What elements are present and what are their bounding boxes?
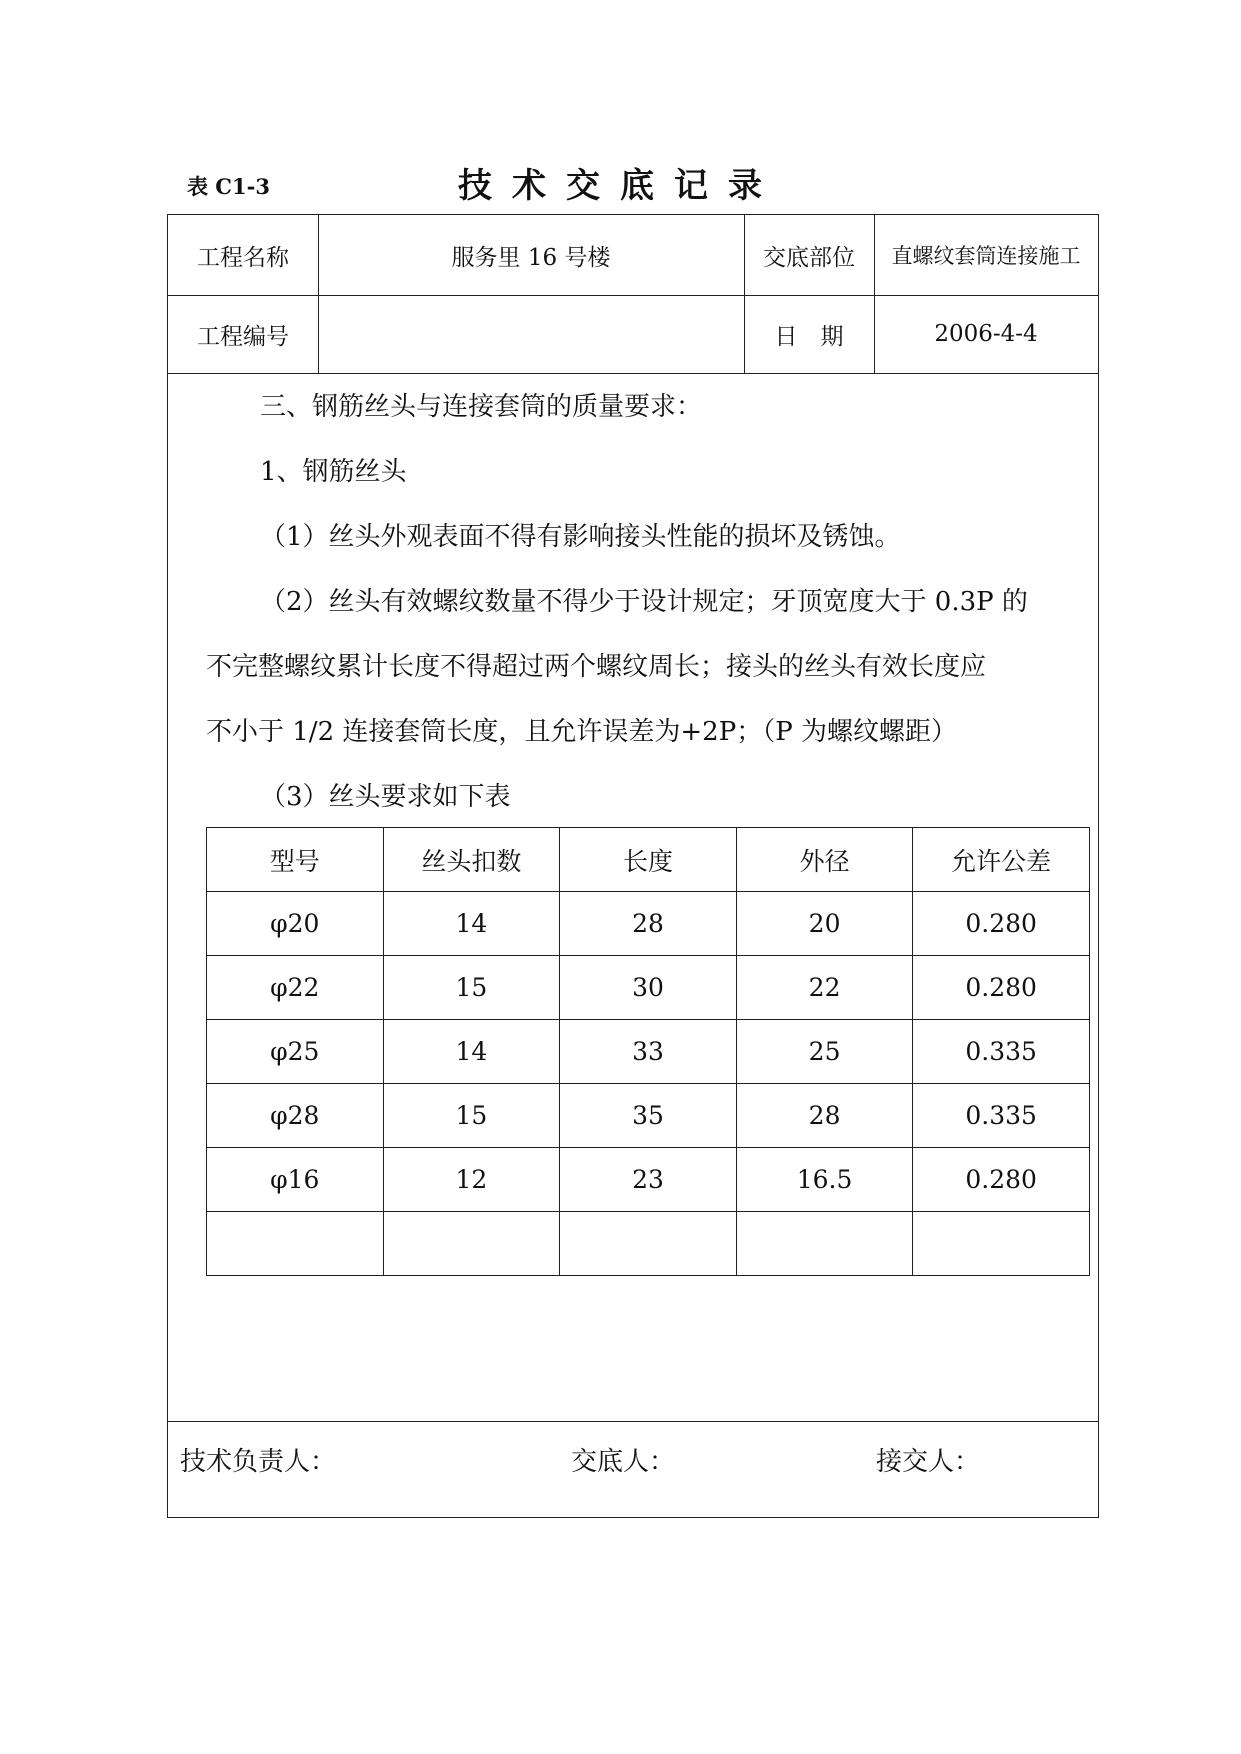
column-header-model: 型号 bbox=[207, 828, 384, 892]
divider bbox=[168, 373, 1098, 374]
receiver-signature-label: 接交人： bbox=[876, 1447, 981, 1477]
handover-part-label: 交底部位 bbox=[763, 244, 855, 271]
thread-spec-table bbox=[206, 827, 1090, 1276]
requirement-item-2-line-1: （2）丝头有效螺纹数量不得少于设计规定；牙顶宽度大于 0.3P 的 bbox=[260, 587, 1028, 617]
table-cell: φ25 bbox=[207, 1020, 384, 1084]
table-cell bbox=[560, 1212, 737, 1276]
table-cell: 14 bbox=[383, 892, 560, 956]
table-cell: 22 bbox=[736, 956, 913, 1020]
table-cell: 12 bbox=[383, 1148, 560, 1212]
requirement-item-2-line-2: 不完整螺纹累计长度不得超过两个螺纹周长；接头的丝头有效长度应 bbox=[206, 652, 987, 682]
table-cell: 15 bbox=[383, 1084, 560, 1148]
table-cell: 20 bbox=[736, 892, 913, 956]
table-cell: 35 bbox=[560, 1084, 737, 1148]
date-label: 日 期 bbox=[774, 323, 844, 350]
table-cell: 0.335 bbox=[913, 1020, 1090, 1084]
form-code: 表 C1-3 bbox=[187, 174, 270, 199]
table-cell: 0.280 bbox=[913, 892, 1090, 956]
handover-part-value: 直螺纹套筒连接施工 bbox=[891, 244, 1081, 268]
table-cell: 0.335 bbox=[913, 1084, 1090, 1148]
divider bbox=[168, 1421, 1098, 1422]
table-row bbox=[207, 956, 1090, 1020]
table-cell: φ20 bbox=[207, 892, 384, 956]
table-cell: 23 bbox=[560, 1148, 737, 1212]
table-cell: 28 bbox=[736, 1084, 913, 1148]
requirement-item-3: （3）丝头要求如下表 bbox=[260, 782, 511, 812]
table-cell: φ16 bbox=[207, 1148, 384, 1212]
project-no-label: 工程编号 bbox=[197, 323, 289, 350]
sub-heading: 1、钢筋丝头 bbox=[260, 457, 407, 487]
table-cell: 15 bbox=[383, 956, 560, 1020]
table-cell: 33 bbox=[560, 1020, 737, 1084]
table-row bbox=[207, 1084, 1090, 1148]
column-header-outer-diameter: 外径 bbox=[736, 828, 913, 892]
table-cell: 0.280 bbox=[913, 956, 1090, 1020]
project-name-label: 工程名称 bbox=[197, 244, 289, 271]
table-cell: 30 bbox=[560, 956, 737, 1020]
table-cell: 14 bbox=[383, 1020, 560, 1084]
project-name-value: 服务里 16 号楼 bbox=[451, 244, 611, 271]
table-cell bbox=[383, 1212, 560, 1276]
column-header-thread-count: 丝头扣数 bbox=[383, 828, 560, 892]
table-cell bbox=[736, 1212, 913, 1276]
section-heading: 三、钢筋丝头与连接套筒的质量要求： bbox=[260, 392, 703, 422]
table-row bbox=[207, 1212, 1090, 1276]
requirement-item-2-line-3: 不小于 1/2 连接套筒长度，且允许误差为+2P；（P 为螺纹螺距） bbox=[206, 717, 957, 747]
table-cell: 25 bbox=[736, 1020, 913, 1084]
table-cell: 28 bbox=[560, 892, 737, 956]
tech-lead-signature-label: 技术负责人： bbox=[180, 1447, 337, 1477]
column-header-tolerance: 允许公差 bbox=[913, 828, 1090, 892]
table-row bbox=[207, 1020, 1090, 1084]
table-cell bbox=[913, 1212, 1090, 1276]
table-cell bbox=[207, 1212, 384, 1276]
column-header-length: 长度 bbox=[560, 828, 737, 892]
requirement-item-1: （1）丝头外观表面不得有影响接头性能的损坏及锈蚀。 bbox=[260, 522, 901, 552]
project-no-value bbox=[318, 295, 744, 373]
table-cell: 0.280 bbox=[913, 1148, 1090, 1212]
table-cell: φ22 bbox=[207, 956, 384, 1020]
table-row bbox=[207, 892, 1090, 956]
table-header-row bbox=[207, 828, 1090, 892]
document-title: 技术交底记录 bbox=[458, 166, 782, 206]
table-cell: 16.5 bbox=[736, 1148, 913, 1212]
record-form bbox=[167, 214, 1099, 1518]
handover-by-signature-label: 交底人： bbox=[571, 1447, 676, 1477]
date-value: 2006-4-4 bbox=[934, 321, 1038, 347]
table-row bbox=[207, 1148, 1090, 1212]
table-cell: φ28 bbox=[207, 1084, 384, 1148]
